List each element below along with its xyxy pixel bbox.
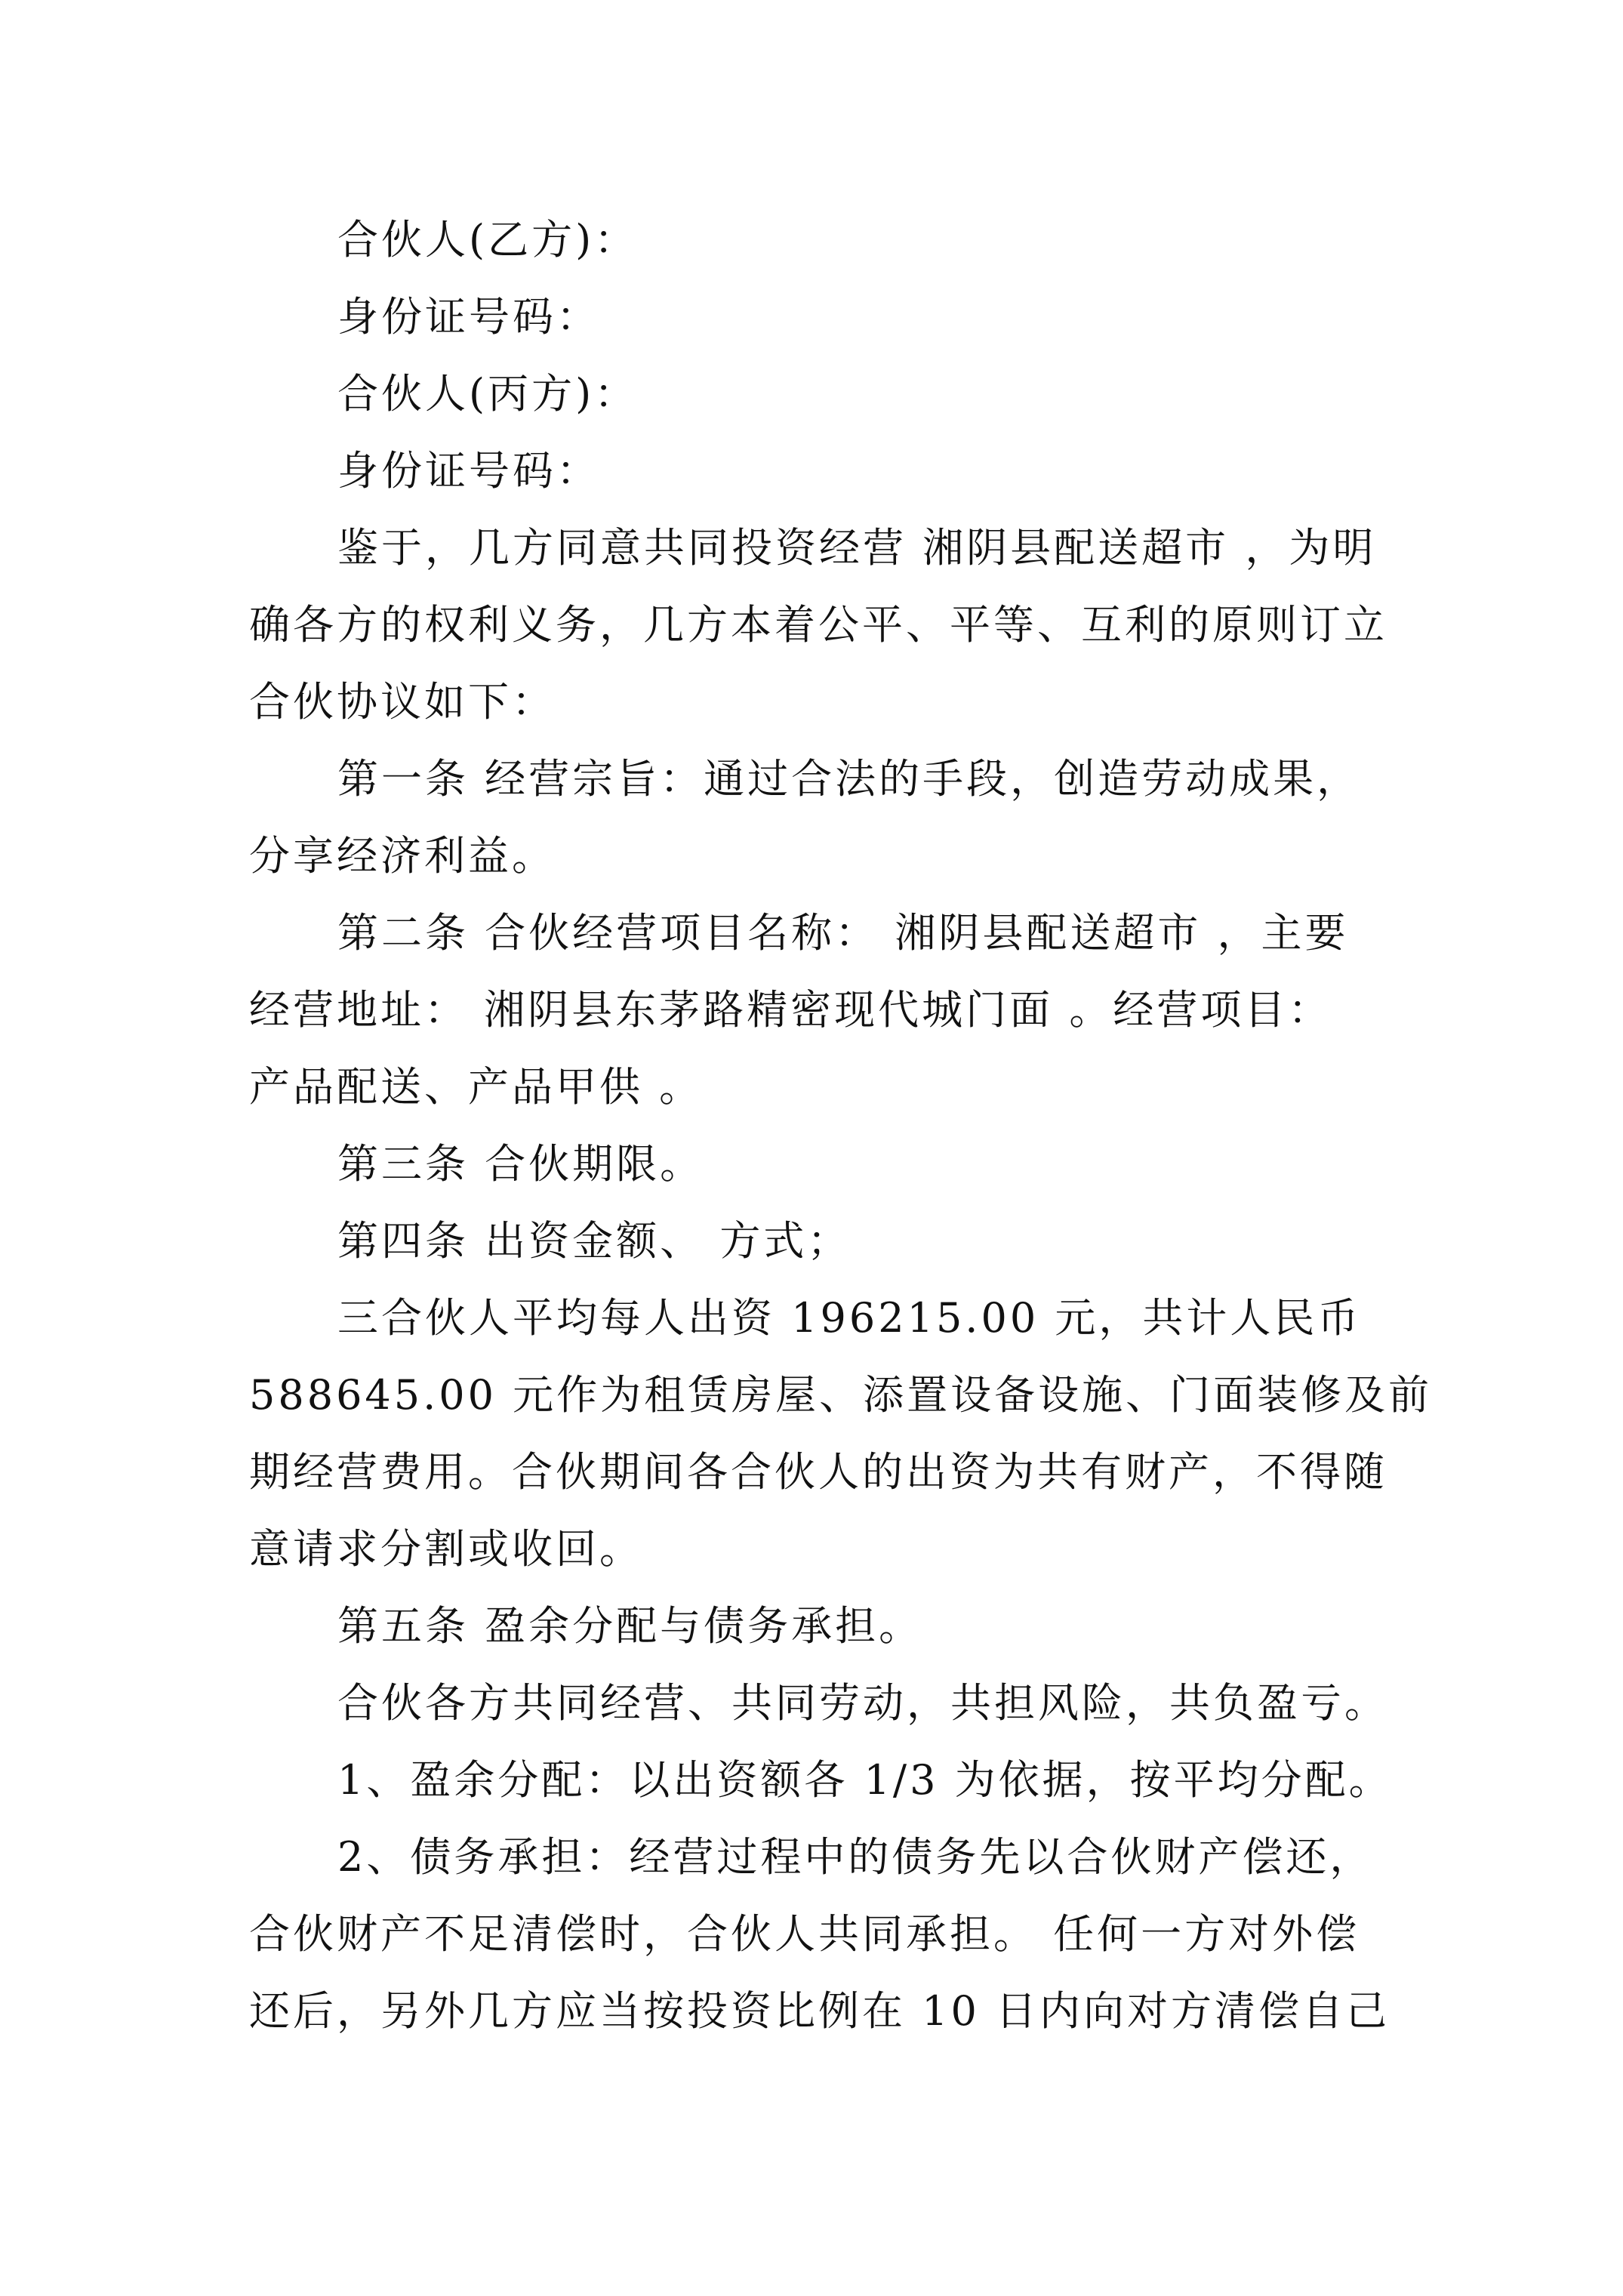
text-line: 第五条 盈余分配与债务承担。 bbox=[337, 1602, 923, 1650]
text-line: 第四条 出资金额、 方式； bbox=[337, 1217, 852, 1265]
text-line: 还后，另外几方应当按投资比例在 10 日内向对方清偿自己 bbox=[249, 1987, 1390, 2035]
text-line: 1、盈余分配：以出资额各 1/3 为依据，按平均分配。 bbox=[337, 1756, 1393, 1804]
text-line: 三合伙人平均每人出资 196215.00 元，共计人民币 bbox=[337, 1294, 1362, 1342]
text-line: 2、债务承担：经营过程中的债务先以合伙财产偿还， bbox=[337, 1833, 1374, 1881]
text-line: 第三条 合伙期限。 bbox=[337, 1140, 704, 1188]
text-line: 经营地址： 湘阴县东茅路精密现代城门面 。经营项目： bbox=[249, 986, 1332, 1034]
text-line: 产品配送、产品甲供 。 bbox=[249, 1063, 704, 1111]
text-line: 588645.00 元作为租赁房屋、添置设备设施、门面装修及前 bbox=[249, 1371, 1433, 1419]
text-line: 鉴于，几方同意共同投资经营 湘阴县配送超市 ，为明 bbox=[337, 524, 1377, 572]
text-line: 合伙财产不足清偿时，合伙人共同承担。 任何一方对外偿 bbox=[249, 1910, 1360, 1958]
text-line: 身份证号码： bbox=[337, 447, 600, 495]
text-line: 第一条 经营宗旨：通过合法的手段，创造劳动成果， bbox=[337, 755, 1361, 803]
text-line: 身份证号码： bbox=[337, 293, 600, 341]
text-line: 期经营费用。合伙期间各合伙人的出资为共有财产，不得随 bbox=[249, 1448, 1387, 1496]
text-line: 分享经济利益。 bbox=[249, 832, 556, 880]
text-line: 意请求分割或收回。 bbox=[249, 1525, 643, 1573]
text-line: 合伙人(丙方)： bbox=[337, 370, 639, 418]
text-line: 合伙人(乙方)： bbox=[337, 216, 639, 264]
text-line: 第二条 合伙经营项目名称： 湘阴县配送超市 ，主要 bbox=[337, 909, 1349, 957]
text-line: 确各方的权利义务，几方本着公平、平等、互利的原则订立 bbox=[249, 601, 1387, 649]
text-line: 合伙协议如下： bbox=[249, 678, 556, 726]
text-line: 合伙各方共同经营、共同劳动，共担风险，共负盈亏。 bbox=[337, 1679, 1388, 1727]
